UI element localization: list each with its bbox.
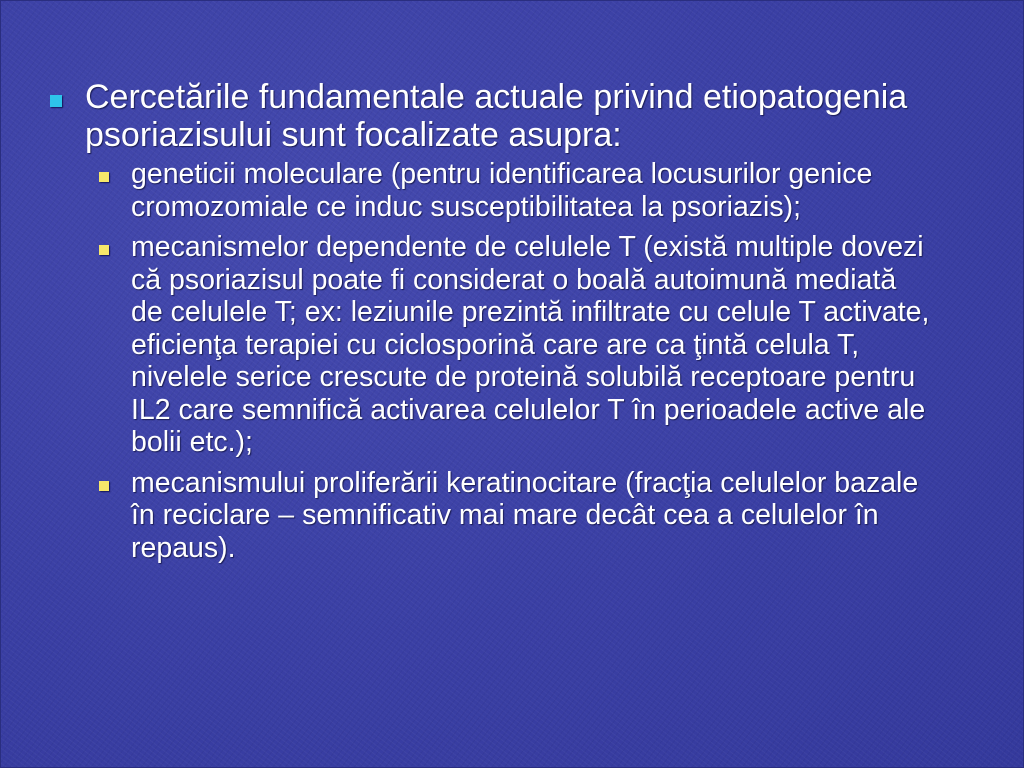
- yellow-square-bullet-icon: [99, 172, 109, 182]
- sub-bullet-item: [88, 467, 931, 565]
- main-bullet-text: Cercetările fundamentale actuale privind etiopatogenia psoriazisului sunt focalizate asupra:: [85, 78, 908, 154]
- main-bullet-item: [44, 78, 944, 154]
- sub-bullet-item: [88, 158, 931, 223]
- sub-bullet-text: mecanismului proliferării keratinocitare (fracţia celulelor bazale în reciclare – semnificativ mai mare decât cea a celulelor în repaus).: [131, 466, 919, 564]
- sub-bullet-item: [88, 231, 931, 459]
- slide-content: [44, 78, 944, 572]
- sub-bullet-text: geneticii moleculare (pentru identificarea locusurilor genice cromozomiale ce induc susceptibilitatea la psoriazis);: [131, 158, 873, 223]
- yellow-square-bullet-icon: [99, 481, 109, 491]
- sub-bullet-text: mecanismelor dependente de celulele T (există multiple dovezi că psoriazisul poate fi considerat o boală autoimună mediată de celulele T; ex: leziunile prezintă infiltrate cu celule T activate, eficienţa terapiei cu ciclosporină care are ca ţintă celula T, nivelele serice crescute de proteină solubilă receptoare pentru IL2 care semnifică activarea celulelor T în perioadele active ale bolii etc.);: [131, 231, 930, 458]
- yellow-square-bullet-icon: [99, 245, 109, 255]
- sub-bullet-list: [44, 158, 944, 564]
- cyan-square-bullet-icon: [50, 95, 62, 107]
